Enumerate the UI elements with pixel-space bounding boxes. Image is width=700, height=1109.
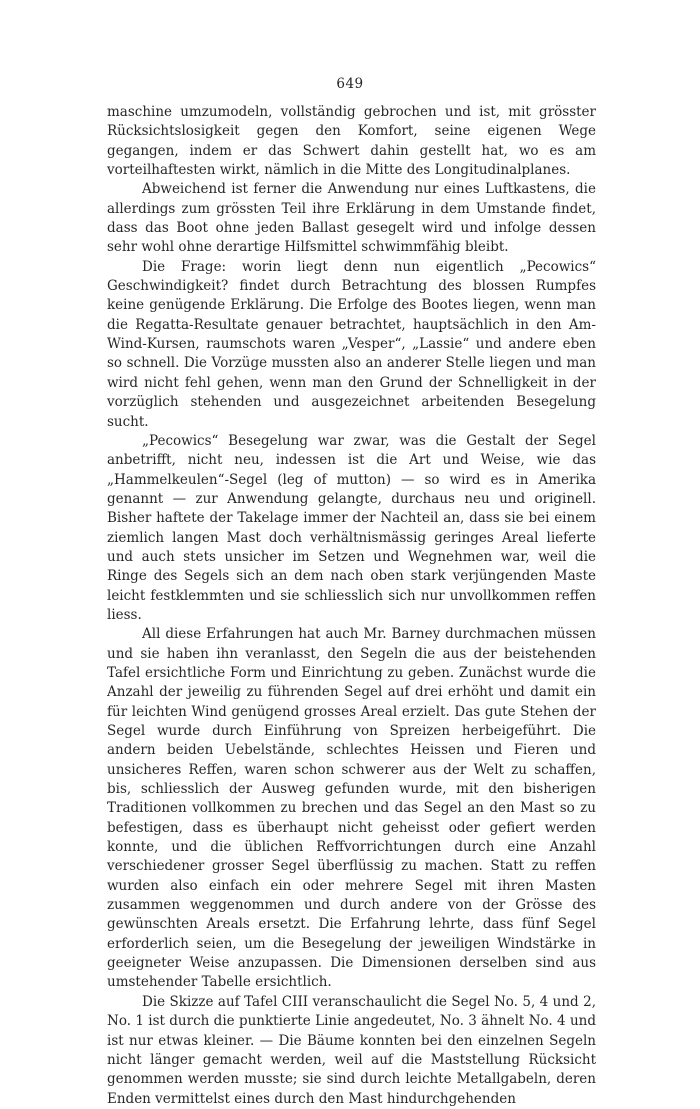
page-number: 649 (336, 76, 364, 92)
paragraph-6: Die Skizze auf Tafel CIII veranschaulicht die Segel No. 5, 4 und 2, No. 1 ist durch die punktierte Linie angedeutet, No. 3 ähnelt No. 4 und ist nur etwas kleiner. — Die Bäume konnten bei den einzelnen Segeln nicht länger gemacht werden, weil auf die Maststellung Rücksicht genommen werden musste; sie sind durch leichte Metallgabeln, deren Enden vermittelst eines durch den Mast hindurchgehenden (107, 993, 596, 1107)
paragraph-1: maschine umzumodeln, vollständig gebrochen und ist, mit grösster Rücksichtslosigkeit gegen den Komfort, seine eigenen Wege gegangen, indem er das Schwert dahin gestellt hat, wo es am vorteilhaftesten wirkt, nämlich in die Mitte des Longitudinalplanes. (107, 104, 596, 179)
paragraph-5: All diese Erfahrungen hat auch Mr. Barney durchmachen müssen und sie haben ihn veranlasst, den Segeln die aus der beistehenden Tafel ersichtliche Form und Einrichtung zu geben. Zunächst wurde die Anzahl der jeweilig zu führenden Segel auf drei erhöht und damit ein für leichten Wind genügend grosses Areal erzielt. Das gute Stehen der Segel wurde durch Einführung von Spreizen herbeigeführt. Die andern beiden Uebelstände, schlechtes Heissen und Fieren und unsicheres Reffen, waren schon schwerer aus der Welt zu schaffen, bis, schliesslich der Ausweg gefunden wurde, mit den bisherigen Traditionen vollkommen zu brechen und das Segel an den Mast so zu befestigen, dass es überhaupt nicht geheisst oder gefiert werden konnte, und die üblichen Reffvorrichtungen durch eine Anzahl verschiedener grosser Segel überflüssig zu machen. Statt zu reffen wurden also einfach ein oder mehrere Segel mit ihren Masten zusammen weggenommen und durch andere von der Grösse des gewünschten Areals ersetzt. Die Erfahrung lehrte, dass fünf Segel erforderlich seien, um die Besegelung der jeweiligen Windstärke in geeigneter Weise anzupassen. Die Dimensionen derselben sind aus umstehender Tabelle ersichtlich. (107, 626, 596, 991)
paragraph-2: Abweichend ist ferner die Anwendung nur eines Luftkastens, die allerdings zum grössten Teil ihre Erklärung in dem Umstande findet, dass das Boot ohne jeden Ballast gesegelt wird und infolge dessen sehr wohl ohne derartige Hilfsmittel schwimmfähig bleibt. (107, 181, 596, 256)
body-text (107, 103, 596, 1109)
paragraph-3: Die Frage: worin liegt denn nun eigentlich „Pecowics“ Geschwindigkeit? findet durch Betrachtung des blossen Rumpfes keine genügende Erklärung. Die Erfolge des Bootes liegen, wenn man die Regatta-Resultate genauer betrachtet, hauptsächlich in den Am-Wind-Kursen, raumschots waren „Vesper“, „Lassie“ und andere eben so schnell. Die Vorzüge mussten also an anderer Stelle liegen und man wird nicht fehl gehen, wenn man den Grund der Schnelligkeit in der vorzüglich stehenden und ausgezeichnet arbeitenden Besegelung sucht. (107, 258, 596, 430)
paragraph-4: „Pecowics“ Besegelung war zwar, was die Gestalt der Segel anbetrifft, nicht neu, indessen ist die Art und Weise, wie das „Hammelkeulen“-Segel (leg of mutton) — so wird es in Amerika genannt — zur Anwendung gelangte, durchaus neu und originell. Bisher haftete der Takelage immer der Nachteil an, dass sie bei einem ziemlich langen Mast doch verhältnismässig geringes Areal lieferte und auch stets unsicher im Setzen und Wegnehmen war, weil die Ringe des Segels sich an dem nach oben stark verjüngenden Maste leicht festklemmten und sie schliesslich sich nur unvollkommen reffen liess. (107, 432, 596, 623)
